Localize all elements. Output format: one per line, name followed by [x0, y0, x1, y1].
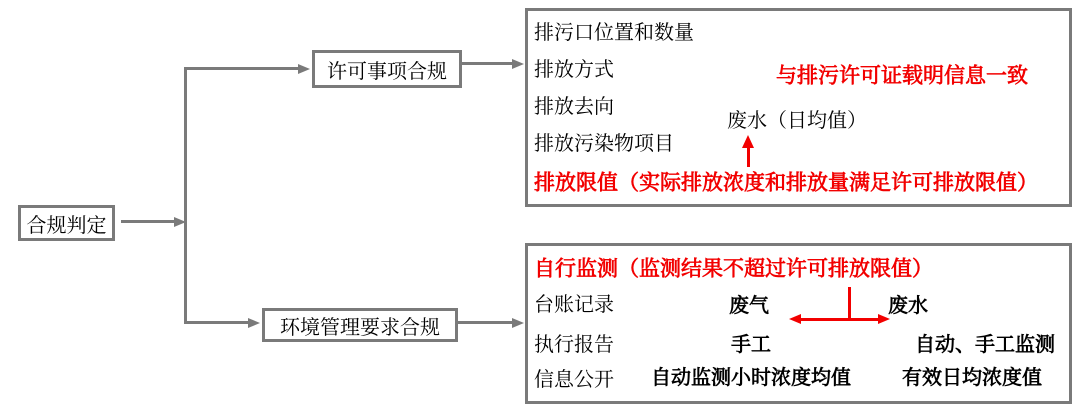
permit-limit-note: 排放限值（实际排放浓度和排放量满足许可排放限值） [534, 170, 1038, 195]
water-column-value: 有效日均浓度值 [902, 367, 1042, 389]
branch-bottom-box [262, 308, 458, 342]
gas-column-method: 手工 [731, 334, 771, 356]
water-column-method: 自动、手工监测 [915, 334, 1055, 356]
red-split-left-arrowhead-icon [789, 314, 801, 324]
connector-management-line [458, 321, 512, 324]
branch-top-label: 许可事项合规 [327, 60, 447, 83]
permit-item: 排放方式 [534, 59, 614, 81]
self-monitoring-note: 自行监测（监测结果不超过许可排放限值） [534, 256, 933, 281]
management-item: 台账记录 [534, 294, 614, 316]
connector-top-branch-line [184, 67, 298, 70]
management-box [525, 243, 1072, 404]
permit-item: 排污口位置和数量 [534, 22, 694, 44]
connector-bottom-branch-arrowhead-icon [248, 318, 260, 328]
permit-item: 排放污染物项目 [534, 133, 674, 155]
connector-bottom-branch-line [184, 321, 248, 324]
permit-item: 排放去向 [534, 96, 614, 118]
connector-management-arrowhead-icon [512, 318, 524, 328]
root-box [18, 205, 115, 241]
red-up-arrow-line [747, 147, 750, 167]
permit-consistency-note: 与排污许可证载明信息一致 [776, 63, 1028, 88]
root-box-label: 合规判定 [26, 214, 107, 237]
permit-wastewater-label: 废水（日均值） [727, 110, 867, 132]
connector-junction-line [184, 67, 187, 324]
red-split-right-arrowhead-icon [878, 314, 890, 324]
gas-column-header: 废气 [729, 295, 769, 317]
connector-root-line [121, 220, 174, 223]
management-item: 执行报告 [534, 334, 614, 356]
connector-permit-arrowhead-icon [512, 59, 524, 69]
red-split-crossbar-line [801, 318, 878, 321]
permit-box [525, 8, 1072, 207]
connector-top-branch-arrowhead-icon [298, 64, 310, 74]
management-item: 信息公开 [534, 369, 614, 391]
water-column-header: 废水 [888, 295, 928, 317]
red-split-stem-line [848, 287, 851, 320]
branch-bottom-label: 环境管理要求合规 [280, 316, 440, 339]
gas-column-value: 自动监测小时浓度均值 [651, 367, 851, 389]
branch-top-box [312, 50, 462, 88]
connector-permit-line [462, 62, 512, 65]
